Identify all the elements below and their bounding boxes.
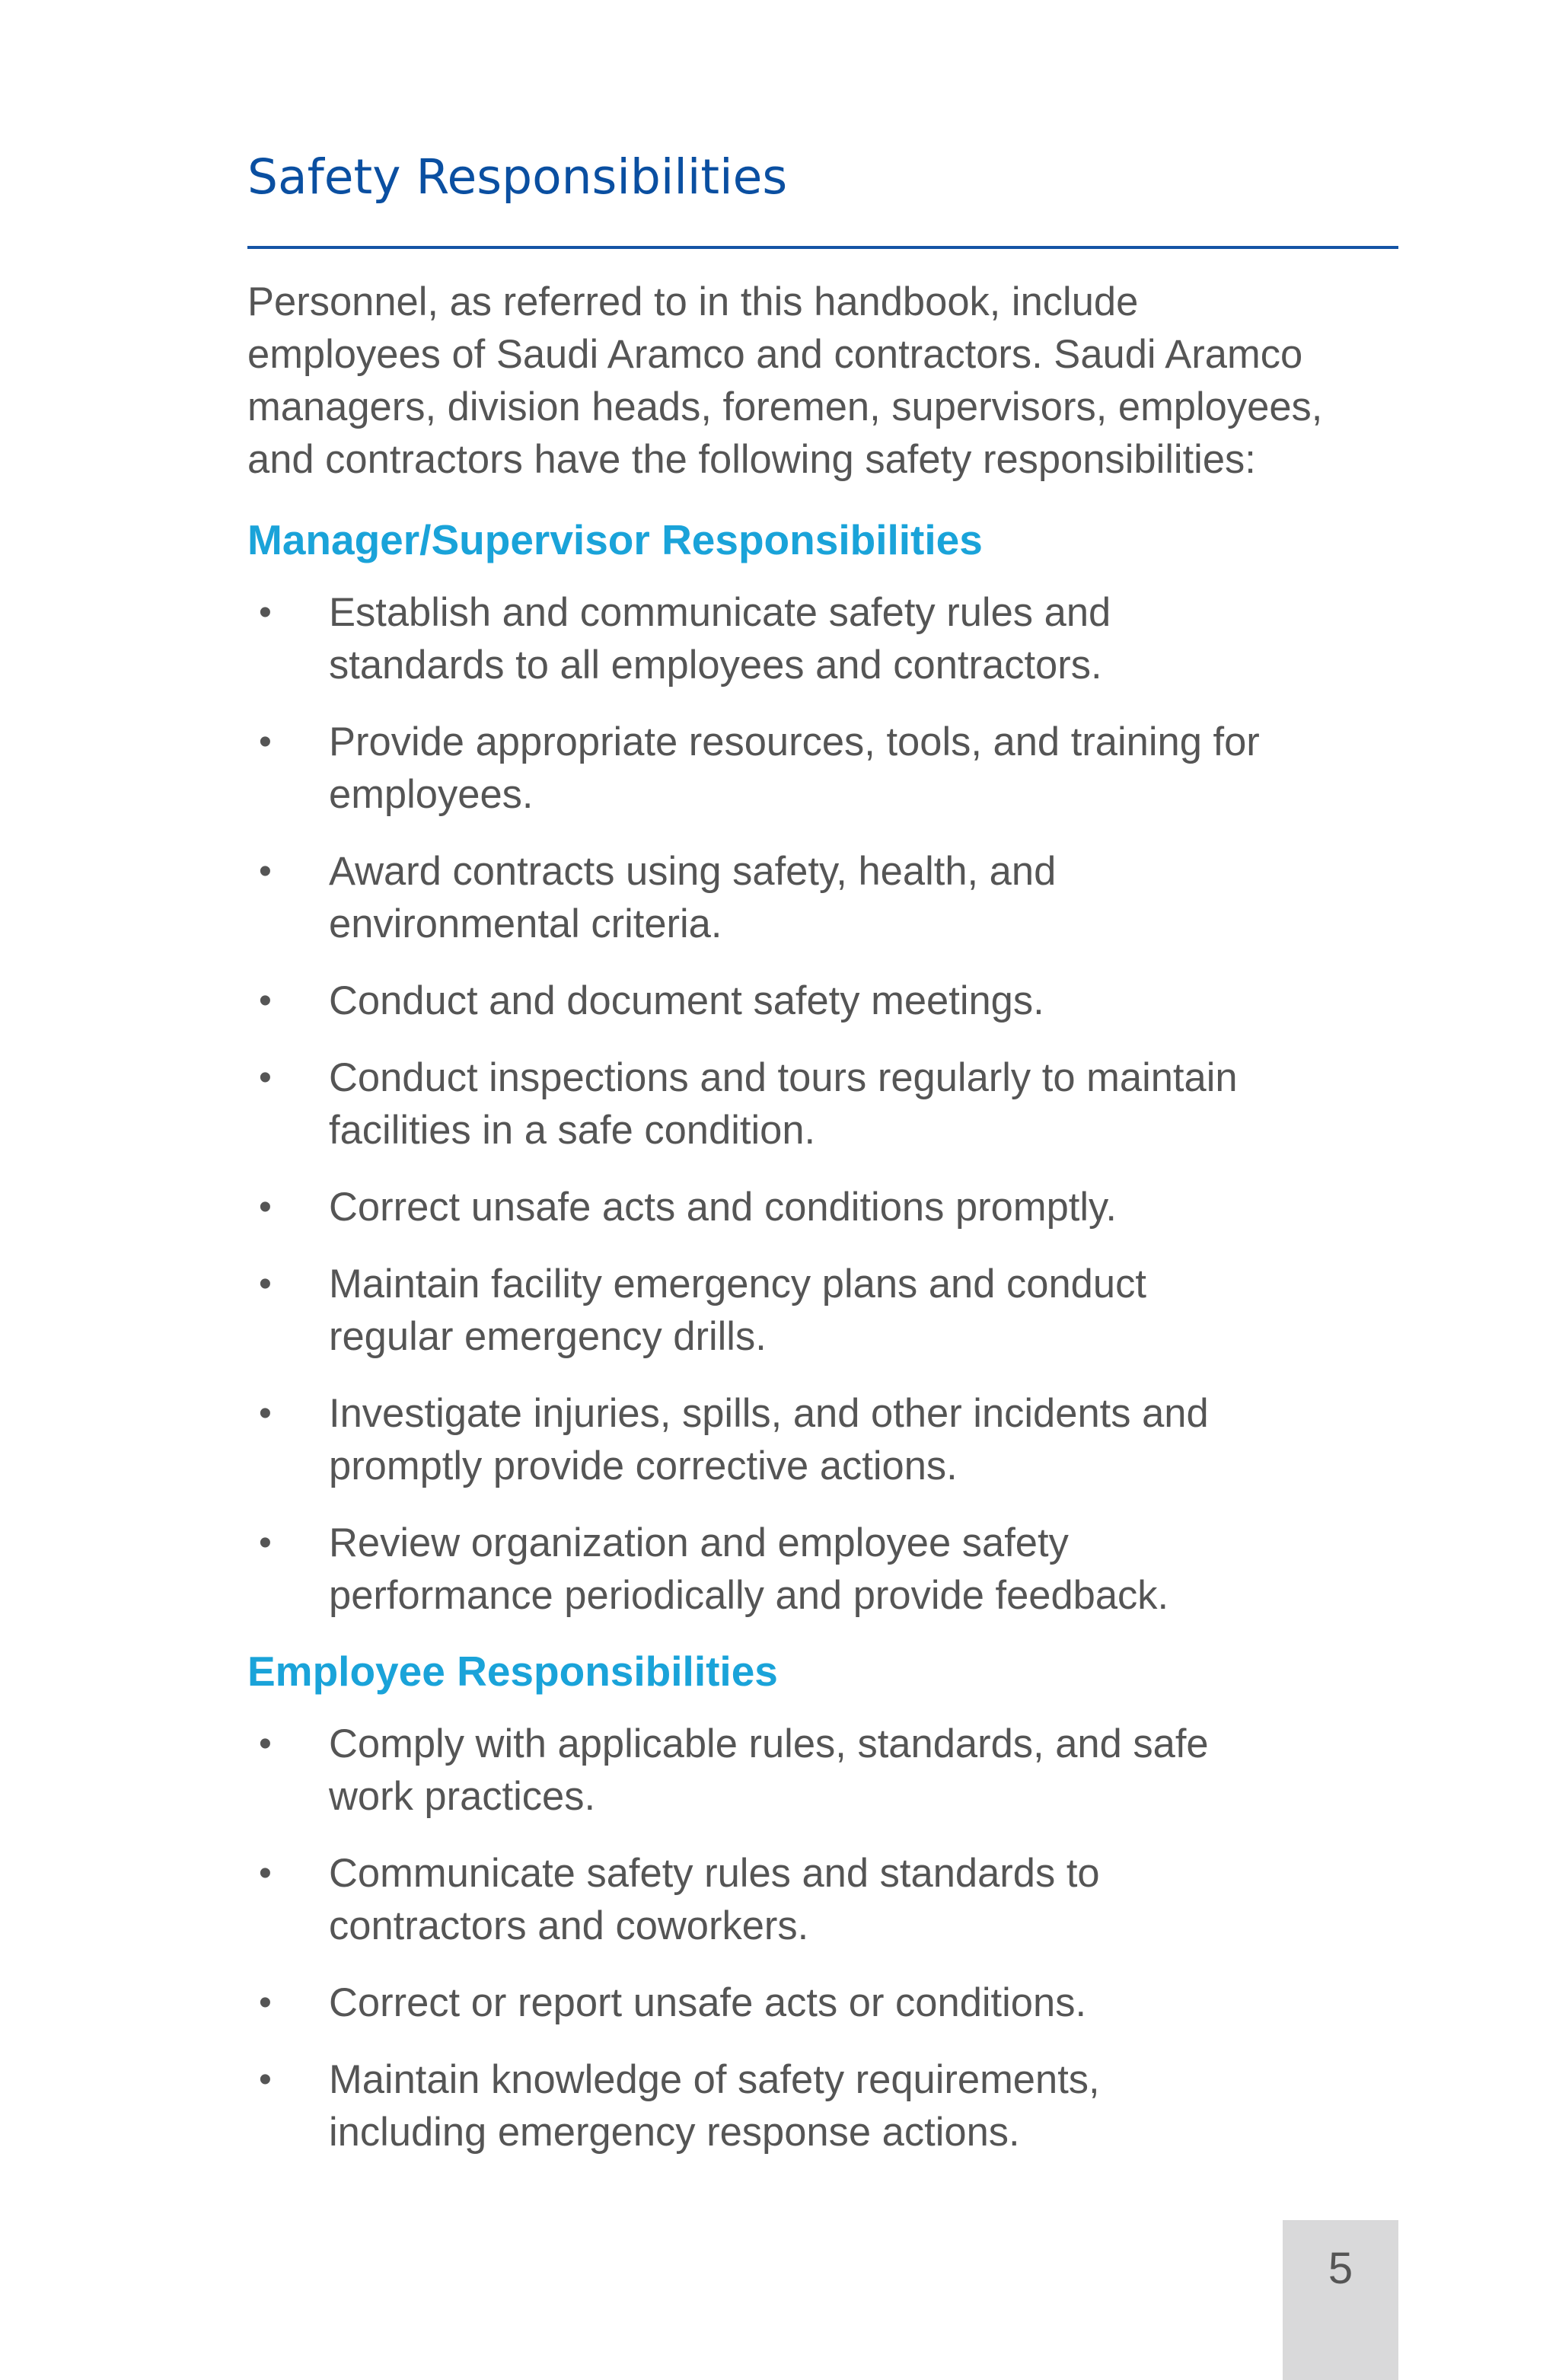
page-number: 5 bbox=[1328, 2244, 1353, 2293]
intro-paragraph: Personnel, as referred to in this handbook, include employees of Saudi Aramco and contractors. Saudi Aramco managers, division heads, foremen, supervisors, employees, and contractors have the following safety responsibilities: bbox=[247, 279, 1323, 482]
list-item bbox=[247, 1718, 1435, 1823]
bullet-icon: • bbox=[259, 1058, 272, 1098]
list-item bbox=[247, 1847, 1435, 1952]
list-item bbox=[247, 2053, 1435, 2158]
bullet-icon: • bbox=[259, 2059, 272, 2100]
bullet-icon: • bbox=[259, 722, 272, 762]
list-item-text: Provide appropriate resources, tools, and training for employees. bbox=[329, 719, 1260, 817]
list-item bbox=[247, 1976, 1435, 2029]
bullet-icon: • bbox=[259, 1264, 272, 1304]
employee-list bbox=[247, 1718, 1435, 2158]
list-item bbox=[247, 975, 1435, 1027]
list-item-text: Maintain facility emergency plans and conduct regular emergency drills. bbox=[329, 1262, 1146, 1359]
list-item-text: Maintain knowledge of safety requirements, including emergency response actions. bbox=[329, 2057, 1100, 2155]
list-item-text: Conduct inspections and tours regularly to maintain facilities in a safe condition. bbox=[329, 1055, 1238, 1153]
section-heading-manager-supervisor: Manager/Supervisor Responsibilities bbox=[247, 516, 983, 563]
bullet-icon: • bbox=[259, 1853, 272, 1893]
list-item-text: Award contracts using safety, health, and environmental criteria. bbox=[329, 849, 1057, 946]
list-item-text: Conduct and document safety meetings. bbox=[329, 978, 1044, 1023]
bullet-icon: • bbox=[259, 1187, 272, 1227]
bullet-icon: • bbox=[259, 1393, 272, 1434]
section-heading-employee: Employee Responsibilities bbox=[247, 1648, 778, 1695]
bullet-icon: • bbox=[259, 592, 272, 633]
list-item bbox=[247, 1258, 1435, 1363]
bullet-icon: • bbox=[259, 851, 272, 892]
list-item bbox=[247, 1181, 1435, 1233]
page-number-box bbox=[1283, 2220, 1398, 2380]
list-item bbox=[247, 586, 1435, 691]
bullet-icon: • bbox=[259, 1724, 272, 1764]
title-divider bbox=[247, 246, 1398, 249]
page-content bbox=[247, 276, 1435, 2183]
list-item-text: Comply with applicable rules, standards, and safe work practices. bbox=[329, 1721, 1209, 1819]
bullet-icon: • bbox=[259, 1983, 272, 2023]
list-item bbox=[247, 1517, 1435, 1622]
list-item-text: Review organization and employee safety performance periodically and provide feedback. bbox=[329, 1520, 1169, 1618]
list-item bbox=[247, 716, 1435, 821]
list-item-text: Communicate safety rules and standards to contractors and coworkers. bbox=[329, 1851, 1100, 1948]
bullet-icon: • bbox=[259, 981, 272, 1021]
list-item bbox=[247, 1051, 1435, 1157]
list-item-text: Establish and communicate safety rules and standards to all employees and contractors. bbox=[329, 590, 1111, 688]
manager-supervisor-list bbox=[247, 586, 1435, 1622]
list-item bbox=[247, 845, 1435, 950]
page-title: Safety Responsibilities bbox=[247, 149, 788, 205]
list-item-text: Investigate injuries, spills, and other incidents and promptly provide corrective actions. bbox=[329, 1391, 1209, 1488]
bullet-icon: • bbox=[259, 1523, 272, 1563]
list-item-text: Correct unsafe acts and conditions promptly. bbox=[329, 1185, 1117, 1230]
list-item-text: Correct or report unsafe acts or conditions. bbox=[329, 1980, 1087, 2025]
list-item bbox=[247, 1387, 1435, 1492]
